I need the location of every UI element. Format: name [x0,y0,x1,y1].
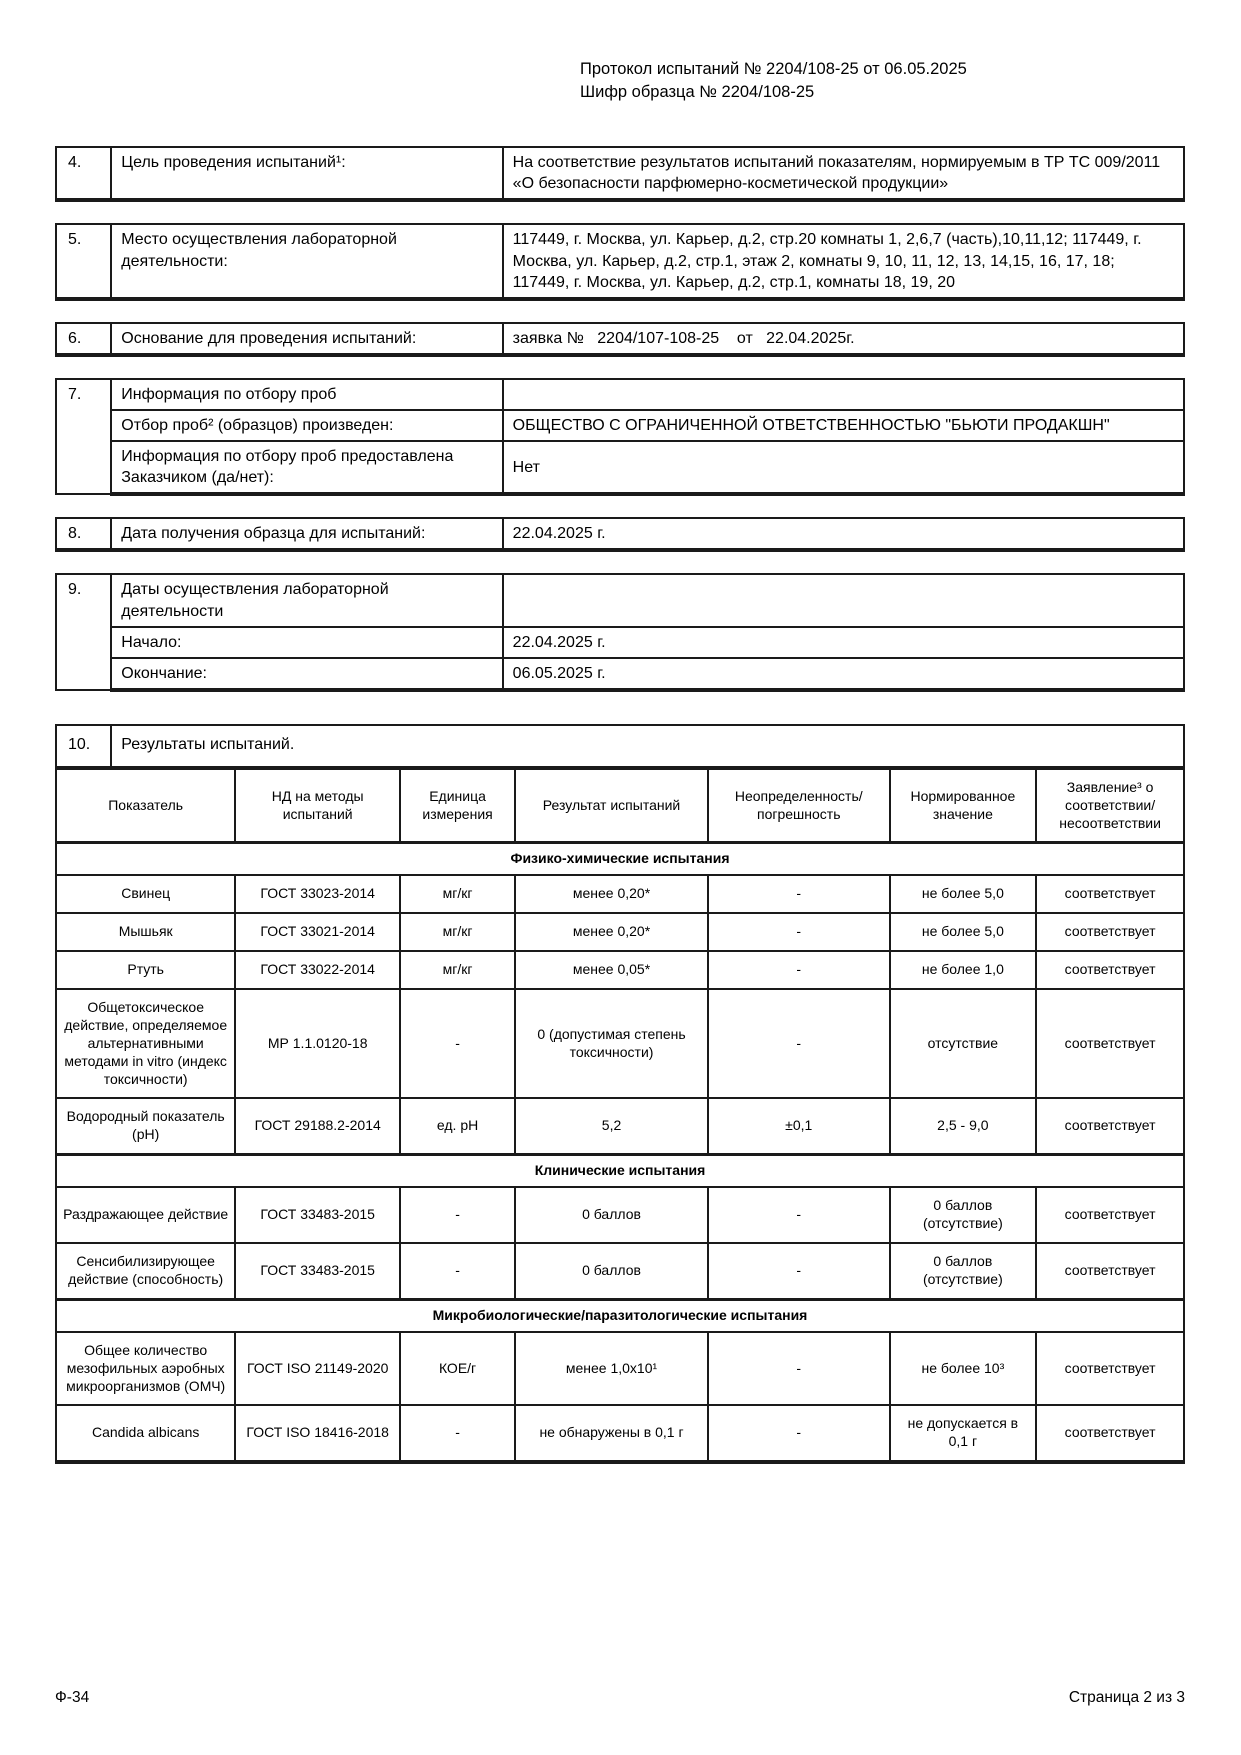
info-value: На соответствие результатов испытаний показателям, нормируемым в ТР ТС 009/2011 «О безопасности парфюмерно-косметической продукции» [503,147,1184,200]
results-cell: ГОСТ 33021-2014 [235,913,400,951]
results-cell: не более 5,0 [890,913,1037,951]
info-label: Место осуществления лабораторной деятельности: [111,224,502,298]
results-row [56,913,1184,951]
results-cell: Ртуть [56,951,235,989]
info-value [503,379,1184,410]
section-number: 4. [56,147,111,200]
results-cell: соответствует [1036,1098,1184,1154]
results-cell: - [708,913,890,951]
info-table-8 [55,517,1185,552]
section-number: 9. [56,574,111,689]
info-label: Информация по отбору проб [111,379,502,410]
results-cell: - [708,1332,890,1406]
results-header-row [56,769,1184,843]
info-value [503,574,1184,626]
section-number: 5. [56,224,111,298]
info-row [56,224,1184,298]
results-cell: мг/кг [400,875,515,913]
results-row [56,989,1184,1099]
results-cell: Сенсибилизирующее действие (способность) [56,1243,235,1299]
results-cell: - [708,875,890,913]
results-cell: мг/кг [400,913,515,951]
results-cell: Водородный показатель (pH) [56,1098,235,1154]
info-label: Дата получения образца для испытаний: [111,518,502,550]
results-cell: не обнаружены в 0,1 г [515,1405,708,1462]
info-table-9 [55,573,1185,691]
results-cell: соответствует [1036,875,1184,913]
info-row [56,441,1184,494]
results-row [56,1405,1184,1462]
results-group-title-row [56,1155,1184,1187]
results-section-title: Результаты испытаний. [111,725,1184,768]
results-cell: менее 1,0x10¹ [515,1332,708,1406]
results-cell: соответствует [1036,1187,1184,1243]
info-label: Отбор проб² (образцов) произведен: [111,410,502,441]
results-cell: соответствует [1036,1332,1184,1406]
results-column-header: НД на методы испытаний [235,769,400,843]
form-code: Ф-34 [55,1689,90,1706]
results-cell: ед. pH [400,1098,515,1154]
results-cell: - [708,1243,890,1299]
info-value: 06.05.2025 г. [503,658,1184,690]
results-cell: ГОСТ 33023-2014 [235,875,400,913]
info-row [56,627,1184,658]
results-cell: ГОСТ 33483-2015 [235,1187,400,1243]
results-row [56,875,1184,913]
results-cell: ГОСТ 29188.2-2014 [235,1098,400,1154]
results-column-header: Единица измерения [400,769,515,843]
results-cell: ±0,1 [708,1098,890,1154]
results-column-header: Неопределенность/ погрешность [708,769,890,843]
results-cell: 2,5 - 9,0 [890,1098,1037,1154]
results-group-title: Физико-химические испытания [56,843,1184,875]
results-cell: менее 0,20* [515,875,708,913]
results-block [55,724,1185,1464]
results-cell: менее 0,05* [515,951,708,989]
section-number: 6. [56,323,111,355]
results-group-title-row [56,1299,1184,1331]
results-row [56,1098,1184,1154]
info-value: Нет [503,441,1184,494]
results-cell: ГОСТ ISO 18416-2018 [235,1405,400,1462]
doc-footer [55,1689,1185,1707]
section-number: 10. [56,725,111,768]
results-cell: Раздражающее действие [56,1187,235,1243]
results-cell: 0 баллов [515,1187,708,1243]
results-cell: не более 1,0 [890,951,1037,989]
info-value: 22.04.2025 г. [503,518,1184,550]
results-cell: - [400,1405,515,1462]
doc-header [580,58,1185,104]
info-tables [55,146,1185,692]
info-value: ОБЩЕСТВО С ОГРАНИЧЕННОЙ ОТВЕТСТВЕННОСТЬЮ "БЬЮТИ ПРОДАКШН" [503,410,1184,441]
results-cell: соответствует [1036,951,1184,989]
results-cell: - [708,951,890,989]
results-row [56,1332,1184,1406]
results-cell: Общее количество мезофильных аэробных микроорганизмов (ОМЧ) [56,1332,235,1406]
sample-code-line: Шифр образца № 2204/108-25 [580,83,815,102]
results-group-title: Микробиологические/паразитологические испытания [56,1299,1184,1331]
results-cell: 0 баллов (отсутствие) [890,1243,1037,1299]
results-cell: менее 0,20* [515,913,708,951]
results-cell: не допускается в 0,1 г [890,1405,1037,1462]
results-cell: соответствует [1036,1405,1184,1462]
info-table-4 [55,146,1185,202]
info-row [56,518,1184,550]
results-row [56,951,1184,989]
info-label: Даты осуществления лабораторной деятельности [111,574,502,626]
results-cell: соответствует [1036,989,1184,1099]
info-label: Цель проведения испытаний¹: [111,147,502,200]
results-cell: соответствует [1036,913,1184,951]
results-cell: Свинец [56,875,235,913]
results-cell: - [400,989,515,1099]
results-cell: - [708,1405,890,1462]
results-title-table [55,724,1185,769]
info-row [56,410,1184,441]
results-group-title-row [56,843,1184,875]
info-row [56,658,1184,690]
results-cell: - [708,989,890,1099]
results-cell: - [400,1243,515,1299]
info-table-7 [55,378,1185,496]
results-row [56,1187,1184,1243]
results-column-header: Нормированное значение [890,769,1037,843]
info-label: Окончание: [111,658,502,690]
section-number: 7. [56,379,111,494]
results-cell: ГОСТ ISO 21149-2020 [235,1332,400,1406]
info-label: Информация по отбору проб предоставлена Заказчиком (да/нет): [111,441,502,494]
section-number: 8. [56,518,111,550]
info-value: заявка № 2204/107-108-25 от 22.04.2025г. [503,323,1184,355]
info-row [56,323,1184,355]
results-cell: Candida albicans [56,1405,235,1462]
results-cell: мг/кг [400,951,515,989]
page-indicator: Страница 2 из 3 [1068,1689,1185,1706]
results-table [55,768,1185,1464]
results-cell: - [400,1187,515,1243]
results-column-header: Показатель [56,769,235,843]
results-cell: соответствует [1036,1243,1184,1299]
results-cell: Мышьяк [56,913,235,951]
results-row [56,1243,1184,1299]
info-table-5 [55,223,1185,300]
results-cell: Общетоксическое действие, определяемое альтернативными методами in vitro (индекс токсичности) [56,989,235,1099]
info-table-6 [55,322,1185,357]
protocol-number-line: Протокол испытаний № 2204/108-25 от 06.05.2025 [580,60,967,78]
info-label: Основание для проведения испытаний: [111,323,502,355]
info-value: 22.04.2025 г. [503,627,1184,658]
info-value: 117449, г. Москва, ул. Карьер, д.2, стр.20 комнаты 1, 2,6,7 (часть),10,11,12; 117449, г. Москва, ул. Карьер, д.2, стр.1, этаж 2, комнаты 9, 10, 11, 12, 13, 14,15, 16, 17, 18; 117449, г. Москва, ул. Карьер, д.2, стр.1, комнаты 18, 19, 20 [503,224,1184,298]
info-row [56,147,1184,200]
info-row [56,379,1184,410]
results-cell: - [708,1187,890,1243]
results-cell: ГОСТ 33022-2014 [235,951,400,989]
results-column-header: Результат испытаний [515,769,708,843]
results-cell: ГОСТ 33483-2015 [235,1243,400,1299]
info-label: Начало: [111,627,502,658]
results-column-header: Заявление³ о соответствии/ несоответствии [1036,769,1184,843]
results-cell: не более 5,0 [890,875,1037,913]
results-cell: 0 баллов [515,1243,708,1299]
results-cell: МР 1.1.0120-18 [235,989,400,1099]
results-cell: отсутствие [890,989,1037,1099]
results-cell: 0 баллов (отсутствие) [890,1187,1037,1243]
results-cell: КОЕ/г [400,1332,515,1406]
results-group-title: Клинические испытания [56,1155,1184,1187]
results-cell: 5,2 [515,1098,708,1154]
results-cell: не более 10³ [890,1332,1037,1406]
info-row [56,574,1184,626]
results-cell: 0 (допустимая степень токсичности) [515,989,708,1099]
